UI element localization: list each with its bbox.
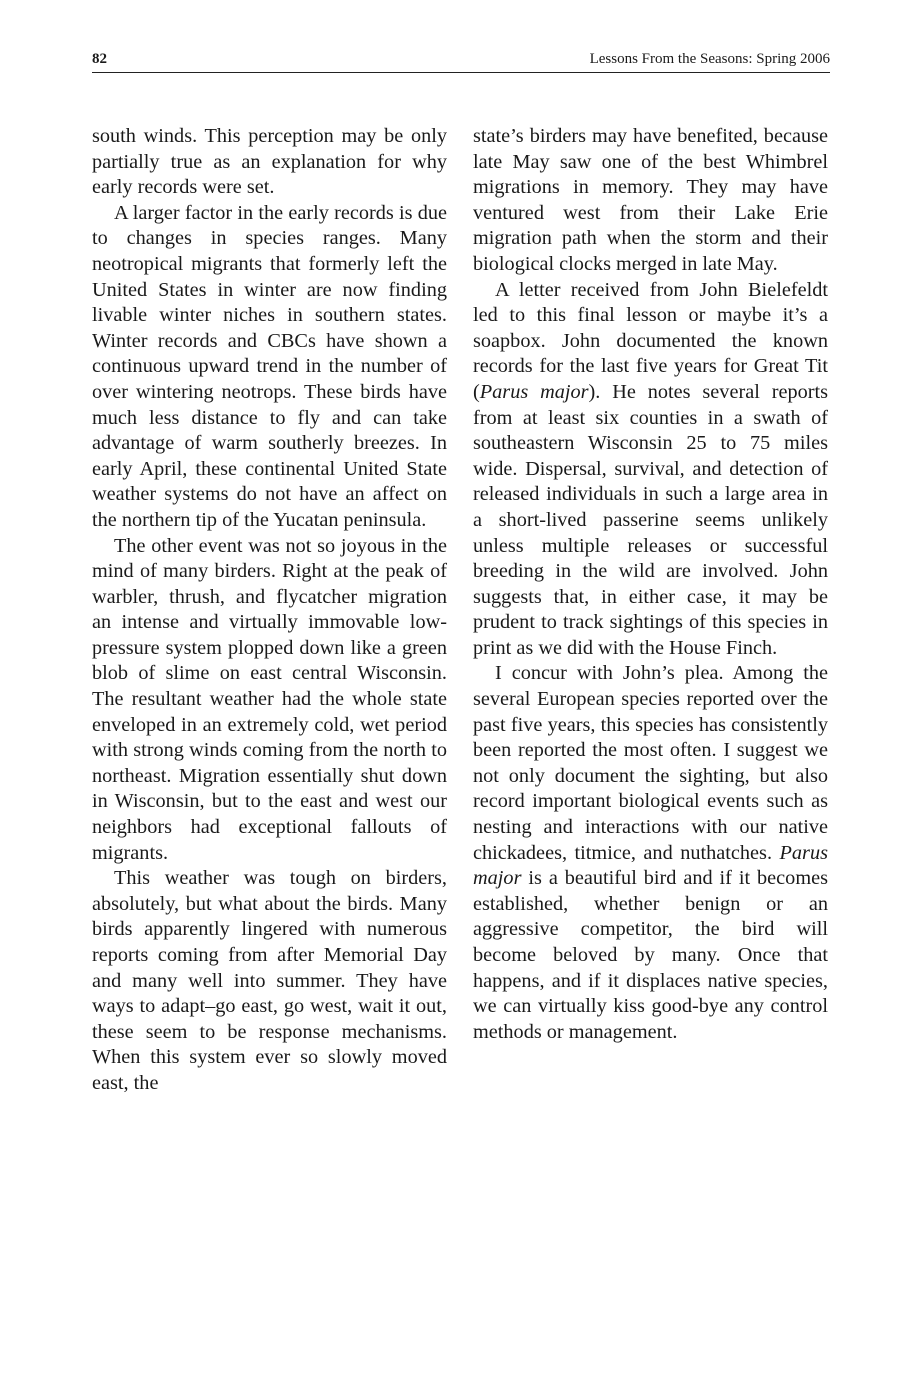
right-paragraph-2 (473, 278, 828, 662)
left-paragraph-4: This weather was tough on birders, absolutely, but what about the birds. Many birds apparently lingered with numerous reports coming from after Memorial Day and many well into summer. They have ways to adapt–go east, go west, wait it out, these seem to be response mechanisms. When this system ever so slowly moved east, the (92, 867, 447, 1094)
running-header (92, 50, 830, 73)
left-column (92, 124, 447, 1097)
right-paragraph-3-text-a: I concur with John’s plea. Among the several European species reported over the past five years, this species has consistently been reported the most often. I suggest we not only document the sighting, but also record important biological events such as nesting and interactions with our native chickadees, titmice, and nuthatches. (473, 662, 828, 864)
right-paragraph-3-text-b: is a beautiful bird and if it becomes established, whether benign or an aggressive competitor, the bird will become beloved by many. Once that happens, and if it displaces native species, we can virtually kiss good-bye any control methods or management. (473, 867, 828, 1043)
right-paragraph-2-text-b: ). He notes several reports from at least six counties in a swath of southeastern Wisconsin 25 to 75 miles wide. Dispersal, survival, and detection of released individuals in such a large area in a short-lived passerine seems unlikely unless multiple releases or successful breeding in the wild are involved. John suggests that, in either case, it may be prudent to track sightings of this species in print as we did with the House Finch. (473, 380, 829, 659)
right-paragraph-3 (473, 661, 828, 1045)
right-paragraph-2-text-a: A letter received from John Bielefeldt led to this final lesson or maybe it’s a soapbox. John documented the known records for the last five years for Great Tit ( (473, 278, 828, 403)
left-paragraph-2: A larger factor in the early records is due to changes in species ranges. Many neotropical migrants that formerly left the United States in winter are now finding livable winter niches in southern states. Winter records and CBCs have shown a continuous upward trend in the number of over wintering neotrops. These birds have much less distance to fly and can take advantage of warm southerly breezes. In early April, these continental United State weather systems do not have an affect on the northern tip of the Yucatan peninsula. (92, 201, 447, 531)
running-title: Lessons From the Seasons: Spring 2006 (589, 51, 830, 67)
species-name: Parus major (479, 380, 589, 403)
species-name: Parus major (473, 841, 828, 890)
page-number: 82 (92, 51, 107, 67)
right-paragraph-1: state’s birders may have benefited, because late May saw one of the best Whimbrel migrations in memory. They may have ventured west from their Lake Erie migration path when the storm and their biological clocks merged in late May. (473, 125, 828, 275)
right-column (473, 124, 828, 1045)
left-paragraph-3: The other event was not so joyous in the mind of many birders. Right at the peak of warbler, thrush, and flycatcher migration an intense and virtually immovable low-pressure system plopped down like a green blob of slime on east central Wisconsin. The resultant weather had the whole state enveloped in an extremely cold, wet period with strong winds coming from the north to northeast. Migration essentially shut down in Wisconsin, but to the east and west our neighbors had exceptional fallouts of migrants. (92, 534, 447, 864)
left-paragraph-1: south winds. This perception may be only partially true as an explanation for why early records were set. (92, 125, 447, 199)
